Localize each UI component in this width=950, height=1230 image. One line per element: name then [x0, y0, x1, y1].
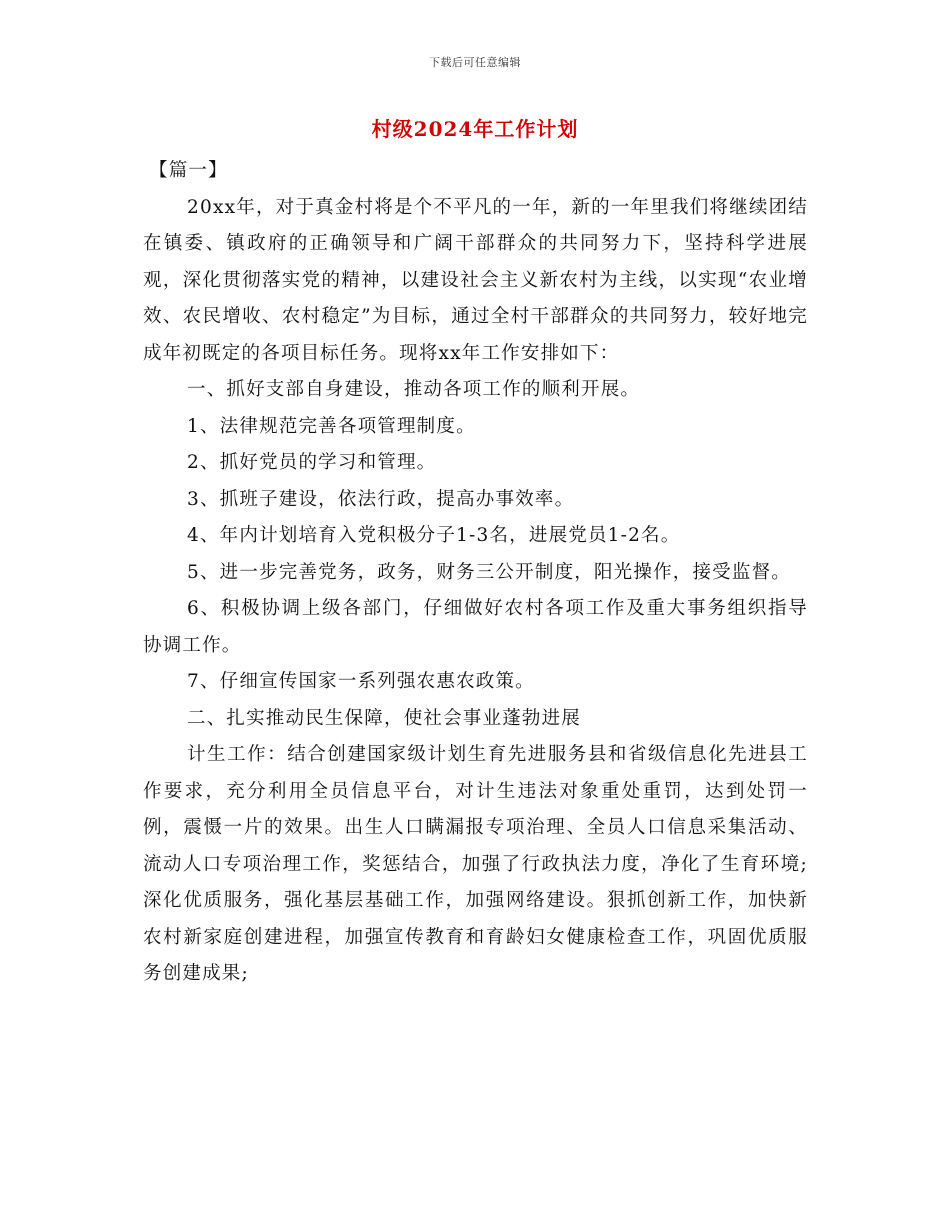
- page-header-note: 下载后可任意编辑: [429, 56, 521, 69]
- list-item-3: 3、抓班子建设，依法行政，提高办事效率。: [187, 488, 575, 510]
- paragraph-family-planning: 计生工作：结合创建国家级计划生育先进服务县和省级信息化先进县工作要求，充分利用全员信息平台，对计生违法对象重处重罚，达到处罚一例，震慑一片的效果。出生人口瞒漏报专项治理、全员人口信息采集活动、流动人口专项治理工作，奖惩结合，加强了行政执法力度，净化了生育环境;深化优质服务，强化基层基础工作，加强网络建设。狠抓创新工作，加快新农村新家庭创建进程，加强宣传教育和育龄妇女健康检查工作，巩固优质服务创建成果;: [143, 744, 808, 984]
- list-item-6: 6、积极协调上级各部门，仔细做好农村各项工作及重大事务组织指导协调工作。: [143, 598, 808, 656]
- list-item-5: 5、进一步完善党务，政务，财务三公开制度，阳光操作，接受监督。: [187, 561, 791, 583]
- document-body: [143, 153, 808, 993]
- document-title: 村级2024年工作计划: [371, 117, 579, 141]
- list-item-2: 2、抓好党员的学习和管理。: [187, 452, 437, 473]
- list-item-1: 1、法律规范完善各项管理制度。: [187, 415, 476, 437]
- paragraph-intro: 20xx年，对于真金村将是个不平凡的一年，新的一年里我们将继续团结在镇委、镇政府的正确领导和广阔干部群众的共同努力下，坚持科学进展观，深化贯彻落实党的精神，以建设社会主义新农村为主线，以实现“农业增效、农民增收、农村稳定”为目标，通过全村干部群众的共同努力，较好地完成年初既定的各项目标任务。现将xx年工作安排如下：: [143, 196, 808, 364]
- heading-section-2: 二、扎实推动民生保障，使社会事业蓬勃进展: [187, 707, 582, 729]
- heading-section-1: 一、抓好支部自身建设，推动各项工作的顺利开展。: [187, 379, 641, 400]
- list-item-7: 7、仔细宣传国家一系列强农惠农政策。: [187, 671, 535, 692]
- list-item-4: 4、年内计划培育入党积极分子1-3名，进展党员1-2名。: [187, 525, 681, 546]
- section-label: 【篇一】: [149, 160, 228, 181]
